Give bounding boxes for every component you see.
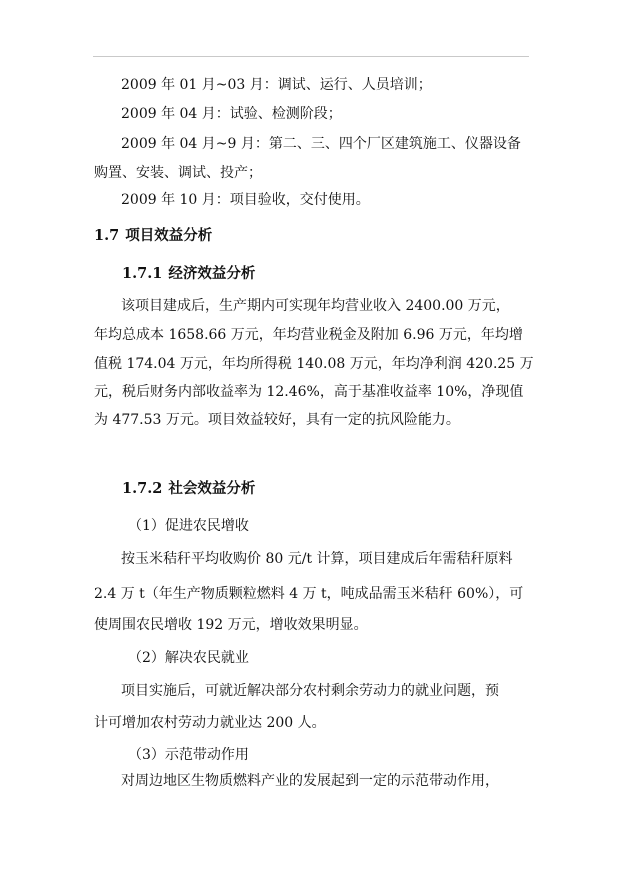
social-item-3-line-1: 对周边地区生物质燃料产业的发展起到一定的示范带动作用， <box>121 773 499 789</box>
social-item-2-title: （2）解决农民就业 <box>128 650 249 666</box>
economic-heading <box>122 264 255 284</box>
schedule-line-3: 2009 年 04 月~9 月：第二、三、四个厂区建筑施工、仪器设备 <box>121 136 521 152</box>
economic-title: 经济效益分析 <box>168 265 256 282</box>
section-heading <box>94 226 212 246</box>
social-item-3-title: （3）示范带动作用 <box>128 747 249 763</box>
social-item-2-line-1: 项目实施后，可就近解决部分农村剩余劳动力的就业问题，预 <box>121 683 499 699</box>
schedule-line-1: 2009 年 01 月~03 月：调试、运行、人员培训； <box>121 77 432 93</box>
social-item-1-title: （1）促进农民增收 <box>128 518 249 534</box>
social-number: 1.7.2 <box>122 480 163 497</box>
economic-number: 1.7.1 <box>122 265 163 282</box>
economic-line-3: 值税 174.04 万元，年均所得税 140.08 万元，年均净利润 420.25 万 <box>94 356 534 372</box>
social-title: 社会效益分析 <box>168 480 256 497</box>
header-rule <box>93 56 529 57</box>
economic-line-1: 该项目建成后，生产期内可实现年均营业收入 2400.00 万元， <box>121 298 510 314</box>
section-title: 项目效益分析 <box>125 227 213 244</box>
schedule-line-2: 2009 年 04 月：试验、检测阶段； <box>121 106 342 122</box>
section-number: 1.7 <box>94 227 120 244</box>
social-heading <box>122 479 255 499</box>
economic-line-4: 元，税后财务内部收益率为 12.46%，高于基准收益率 10%，净现值 <box>94 384 524 400</box>
schedule-line-5: 2009 年 10 月：项目验收，交付使用。 <box>121 192 370 208</box>
economic-line-2: 年均总成本 1658.66 万元，年均营业税金及附加 6.96 万元，年均增 <box>94 327 523 343</box>
social-item-1-line-1: 按玉米秸秆平均收购价 80 元/t 计算，项目建成后年需秸秆原料 <box>121 551 513 567</box>
social-item-1-line-3: 使周围农民增收 192 万元，增收效果明显。 <box>94 617 368 633</box>
economic-line-5: 为 477.53 万元。项目效益较好，具有一定的抗风险能力。 <box>94 412 460 428</box>
schedule-line-4: 购置、安装、调试、投产； <box>94 165 262 181</box>
social-item-2-line-2: 计可增加农村劳动力就业达 200 人。 <box>94 715 326 731</box>
social-item-1-line-2: 2.4 万 t（年生产物质颗粒燃料 4 万 t，吨成品需玉米秸秆 60%），可 <box>94 586 524 602</box>
